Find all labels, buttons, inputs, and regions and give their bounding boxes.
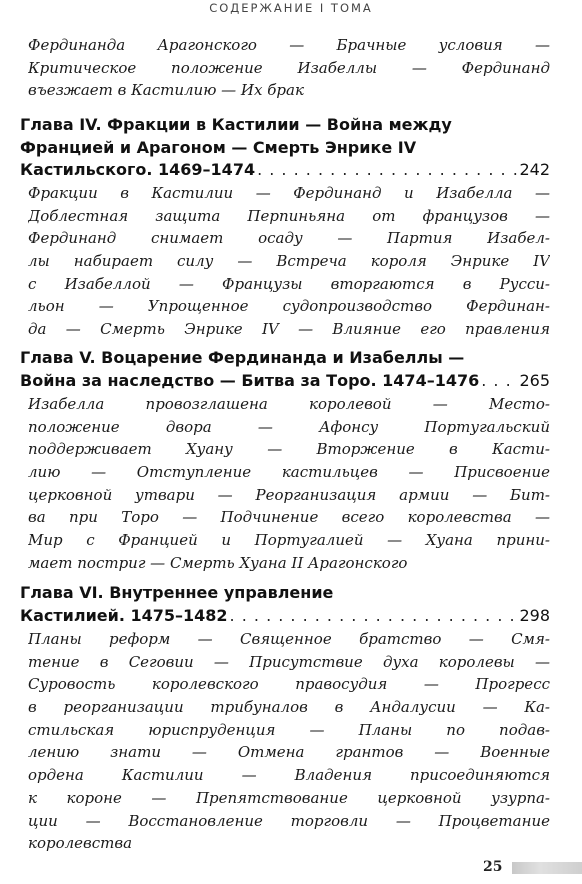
summary-line: королевства xyxy=(28,834,133,853)
summary-line: Суровость королевского правосудия — Прогресс xyxy=(28,675,550,694)
summary-line: Фердинанда Арагонского — Брачные условия — xyxy=(28,36,550,54)
dot-leader xyxy=(257,159,517,182)
footer-decoration xyxy=(512,862,582,874)
summary-line: к короне — Препятствование церковной узурпа- xyxy=(28,788,550,807)
dot-leader xyxy=(481,370,517,393)
summary-line: Фердинанд снимает осаду — Партия Изабел- xyxy=(28,229,550,248)
chapter-title-line: Кастилией. 1475–1482 xyxy=(20,605,228,625)
summary-line: Мир с Францией и Португалией — Хуана прини- xyxy=(28,531,550,550)
summary-line: Доблестная защита Перпиньяна от французов — xyxy=(28,206,550,225)
summary-line: да — Смерть Энрике IV — Влияние его правления xyxy=(28,320,550,339)
page-number: 25 xyxy=(483,859,503,875)
chapter-4-summary xyxy=(28,182,550,341)
chapter-title-line: Глава VI. Внутреннее управление xyxy=(20,583,334,602)
summary-line: въезжает в Кастилию — Их брак xyxy=(28,81,304,100)
chapter-title-line: Францией и Арагоном — Смерть Энрике IV xyxy=(20,137,417,157)
chapter-page-number: 298 xyxy=(519,605,550,625)
chapter-page-number: 242 xyxy=(519,160,550,180)
summary-line: ва при Торо — Подчинение всего королевства — xyxy=(28,508,550,527)
summary-line: ордена Кастилии — Владения присоединяются xyxy=(28,766,550,785)
summary-line: лению знати — Отмена грантов — Военные xyxy=(28,743,550,762)
chapter-title-line: Война за наследство — Битва за Торо. 1474–1476 xyxy=(20,370,480,390)
running-header: СОДЕРЖАНИЕ I ТОМА xyxy=(209,1,373,15)
summary-line: льон — Упрощенное судопроизводство Фердинан- xyxy=(28,297,550,316)
summary-line: Планы реформ — Священное братство — Смя- xyxy=(28,630,550,648)
toc-entry-chapter-4[interactable] xyxy=(20,114,550,182)
summary-line: Фракции в Кастилии — Фердинанд и Изабелла — xyxy=(28,184,550,202)
summary-line: мает постриг — Смерть Хуана II Арагонского xyxy=(28,553,408,572)
summary-line: лию — Отступление кастильцев — Присвоение xyxy=(28,463,550,482)
chapter-5-summary xyxy=(28,393,550,575)
chapter-title-line: Глава V. Воцарение Фердинанда и Изабеллы — xyxy=(20,348,465,367)
summary-line: стильская юриспруденция — Планы по подав- xyxy=(28,720,550,739)
chapter-page-number: 265 xyxy=(519,370,550,390)
toc-summary-top xyxy=(28,34,550,102)
dot-leader xyxy=(230,605,518,628)
summary-line: Критическое положение Изабеллы — Фердинанд xyxy=(28,58,550,77)
summary-line: в реорганизации трибуналов в Андалусии — Ка- xyxy=(28,698,550,717)
summary-line: церковной утвари — Реорганизация армии — Бит- xyxy=(28,485,550,504)
chapter-title-line: Кастильского. 1469–1474 xyxy=(20,160,256,180)
chapter-title-line: Глава IV. Фракции в Кастилии — Война между xyxy=(20,115,452,134)
summary-line: тение в Сеговии — Присутствие духа королевы — xyxy=(28,652,550,671)
summary-line: с Изабеллой — Французы вторгаются в Русси- xyxy=(28,274,550,293)
summary-line: поддерживает Хуану — Вторжение в Касти- xyxy=(28,440,550,459)
chapter-6-summary xyxy=(28,628,550,855)
summary-line: ции — Восстановление торговли — Процветание xyxy=(28,811,550,830)
summary-line: положение двора — Афонсу Португальский xyxy=(28,417,550,436)
toc-entry-chapter-6[interactable] xyxy=(20,582,550,627)
summary-line: Изабелла провозглашена королевой — Место- xyxy=(28,395,550,413)
toc-entry-chapter-5[interactable] xyxy=(20,347,550,392)
summary-line: лы набирает силу — Встреча короля Энрике IV xyxy=(28,252,550,271)
